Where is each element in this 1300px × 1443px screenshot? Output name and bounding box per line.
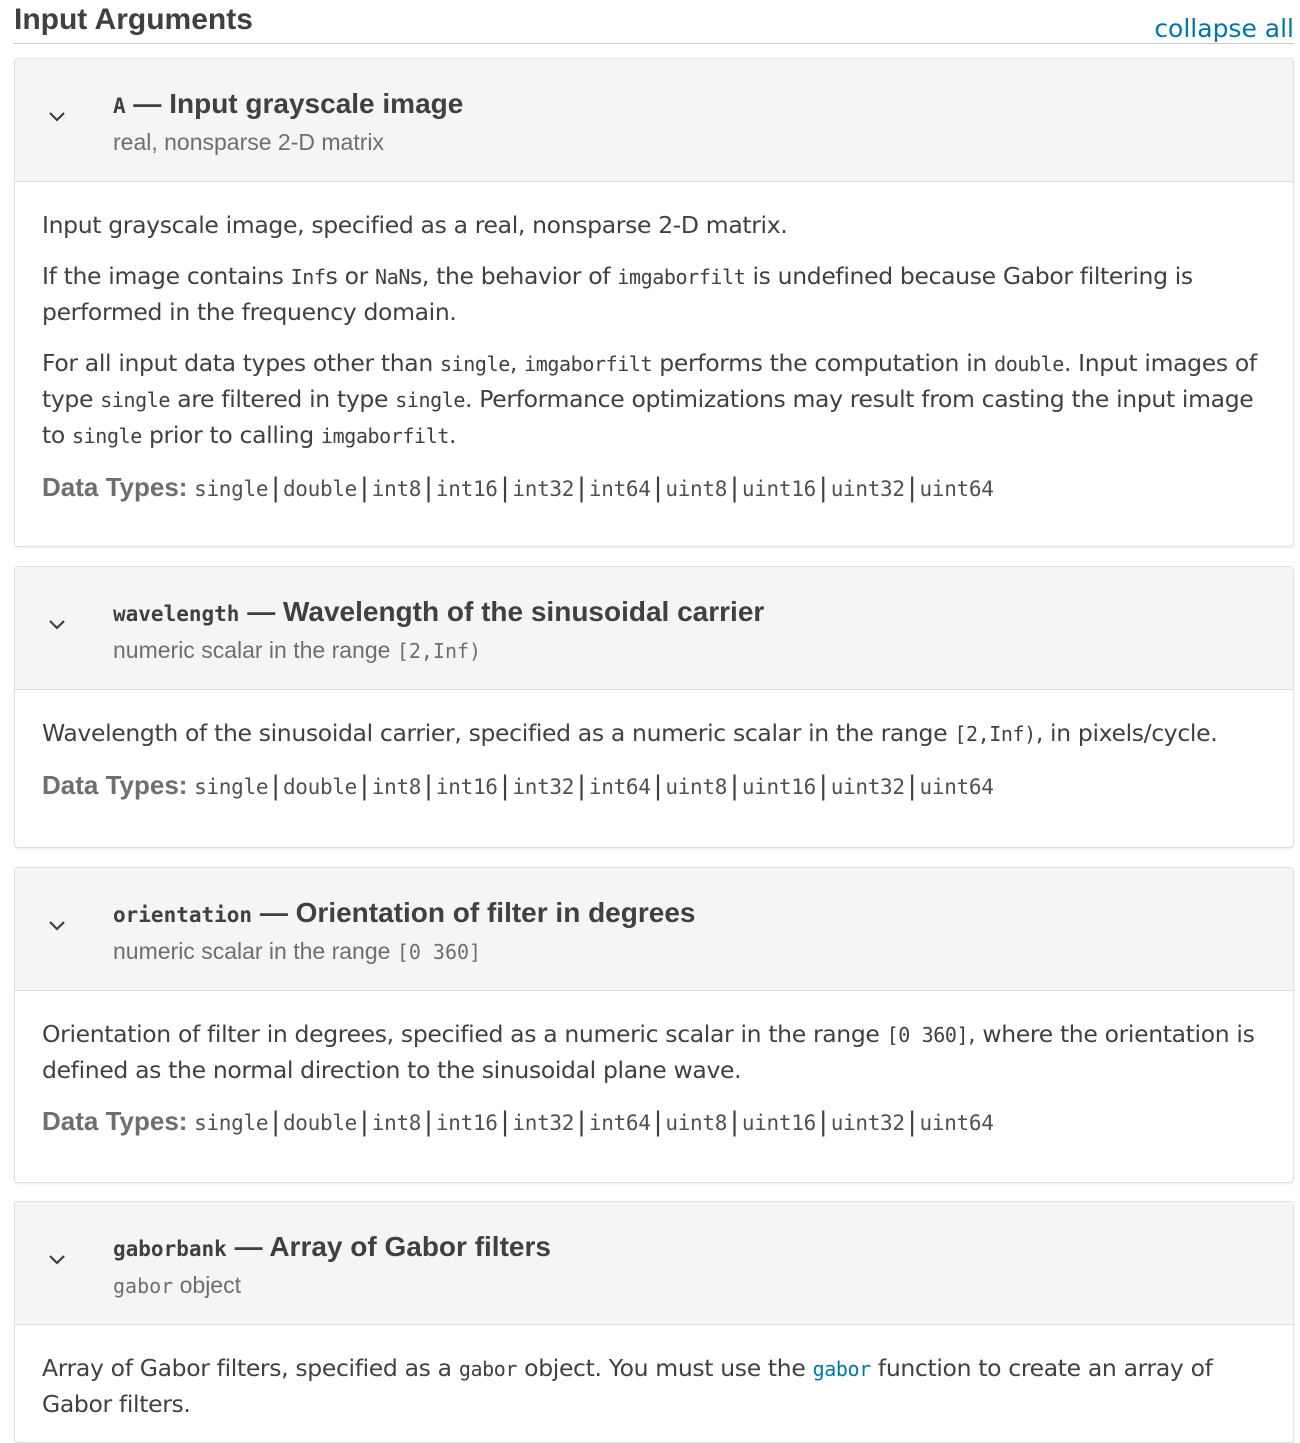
arg-title: wavelength — Wavelength of the sinusoidal carrier bbox=[113, 596, 765, 627]
arg-description: Array of Gabor filters bbox=[269, 1231, 551, 1262]
arg-name: gaborbank bbox=[113, 1237, 227, 1261]
arg-description: Orientation of filter in degrees bbox=[295, 897, 696, 928]
data-types-label: Data Types: bbox=[42, 770, 188, 800]
paragraph: Wavelength of the sinusoidal carrier, specified as a numeric scalar in the range [2,Inf), in pixels/cycle. bbox=[42, 719, 1218, 747]
arg-card-header-a[interactable] bbox=[15, 59, 1293, 182]
chevron-down-icon[interactable] bbox=[47, 109, 67, 123]
data-types-label: Data Types: bbox=[42, 1106, 188, 1136]
chevron-down-icon[interactable] bbox=[47, 617, 67, 631]
arg-name: A bbox=[113, 94, 126, 118]
arg-description: Wavelength of the sinusoidal carrier bbox=[283, 596, 765, 627]
data-types-label: Data Types: bbox=[42, 472, 188, 502]
collapse-all-link[interactable]: collapse all bbox=[1154, 14, 1294, 43]
arg-title: gaborbank — Array of Gabor filters bbox=[113, 1231, 551, 1262]
arg-card-gaborbank bbox=[14, 1201, 1294, 1443]
arg-name: orientation bbox=[113, 903, 253, 927]
arg-subtitle: gabor object bbox=[113, 1272, 241, 1298]
paragraph: For all input data types other than single, imgaborfilt performs the computation in double. Input images of type single are filtered in type single. Performance optimizations may result from casting the input image to single prior to calling imgaborfilt. bbox=[42, 349, 1257, 449]
arg-card-a bbox=[14, 58, 1294, 547]
arg-name: wavelength bbox=[113, 602, 240, 626]
arg-card-body-a bbox=[15, 182, 1293, 506]
data-types-line: Data Types: single | double | int8 | int16 | int32 | int64 | uint8 | uint16 | uint32 | uint64 bbox=[42, 472, 994, 503]
arg-title: orientation — Orientation of filter in degrees bbox=[113, 897, 696, 928]
arg-subtitle: real, nonsparse 2-D matrix bbox=[113, 129, 384, 155]
arg-card-body-gaborbank bbox=[15, 1325, 1293, 1422]
arg-card-wavelength bbox=[14, 566, 1294, 848]
chevron-down-icon[interactable] bbox=[47, 1252, 67, 1266]
paragraph: Input grayscale image, specified as a real, nonsparse 2-D matrix. bbox=[42, 211, 788, 239]
arg-card-body-orientation bbox=[15, 991, 1293, 1140]
section-header bbox=[14, 0, 1294, 44]
arg-subtitle: numeric scalar in the range [2,Inf) bbox=[113, 637, 482, 663]
arg-subtitle: numeric scalar in the range [0 360] bbox=[113, 938, 482, 964]
arg-card-header-gaborbank[interactable] bbox=[15, 1202, 1293, 1325]
paragraph: If the image contains Infs or NaNs, the behavior of imgaborfilt is undefined because Gabor filtering is performed in the frequency domain. bbox=[42, 262, 1193, 326]
data-types-line: Data Types: single | double | int8 | int16 | int32 | int64 | uint8 | uint16 | uint32 | uint64 bbox=[42, 1106, 994, 1137]
arg-card-header-orientation[interactable] bbox=[15, 868, 1293, 991]
paragraph: Array of Gabor filters, specified as a gabor object. You must use the gabor function to create an array of Gabor filters. bbox=[42, 1354, 1213, 1418]
arg-description: Input grayscale image bbox=[169, 88, 464, 119]
gabor-function-link[interactable]: gabor bbox=[812, 1357, 871, 1381]
arg-card-orientation bbox=[14, 867, 1294, 1183]
chevron-down-icon[interactable] bbox=[47, 918, 67, 932]
arg-card-header-wavelength[interactable] bbox=[15, 567, 1293, 690]
arg-card-body-wavelength bbox=[15, 690, 1293, 804]
section-title: Input Arguments bbox=[14, 3, 253, 36]
arg-title: A — Input grayscale image bbox=[113, 88, 464, 119]
paragraph: Orientation of filter in degrees, specified as a numeric scalar in the range [0 360], where the orientation is defined as the normal direction to the sinusoidal plane wave. bbox=[42, 1020, 1255, 1084]
data-types-line: Data Types: single | double | int8 | int16 | int32 | int64 | uint8 | uint16 | uint32 | uint64 bbox=[42, 770, 994, 801]
